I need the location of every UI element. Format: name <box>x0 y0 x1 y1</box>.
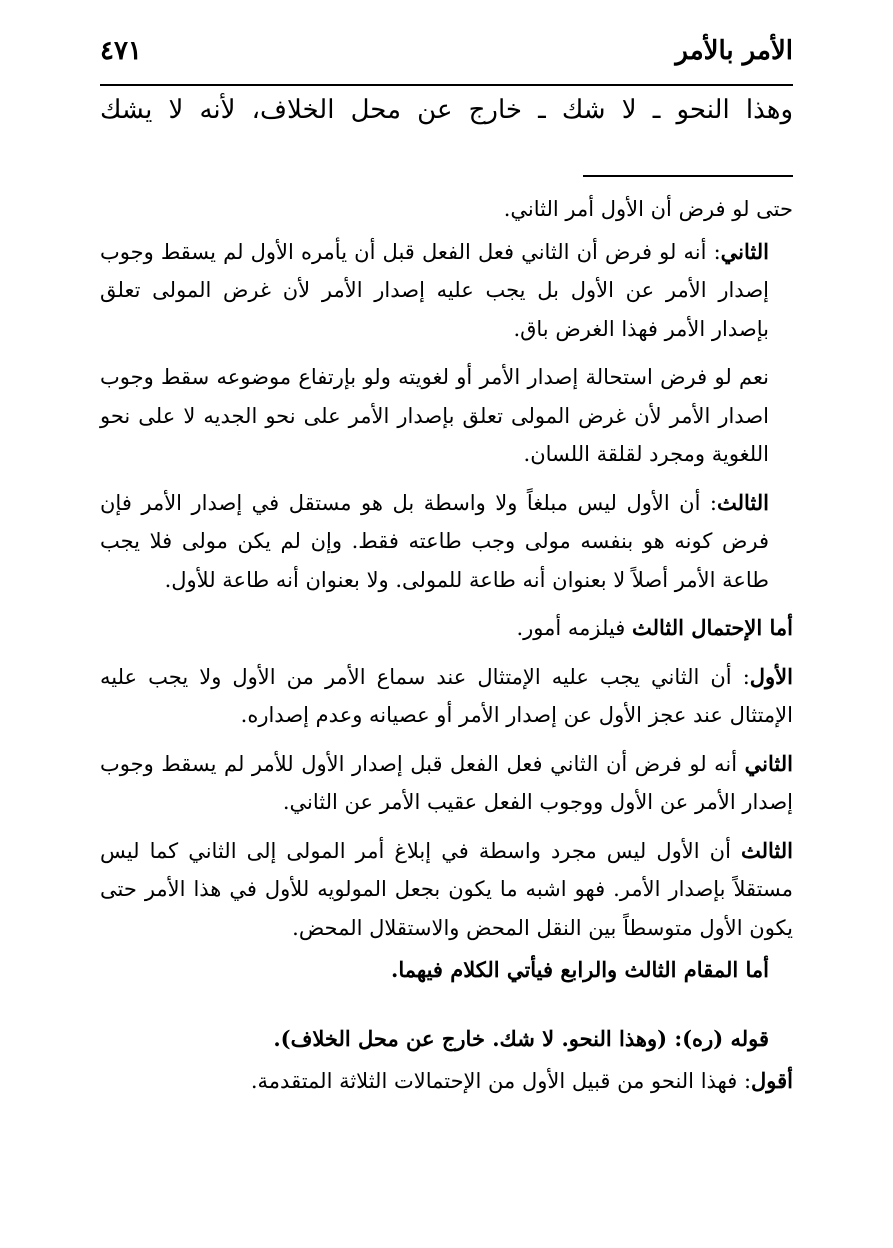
commentary-quote <box>100 1020 793 1059</box>
paragraph-text: : فهذا النحو من قبيل الأول من الإحتمالات الثلاثة المتقدمة. <box>250 1069 752 1093</box>
paragraph-lead: قوله (ره) <box>682 1025 769 1051</box>
footnote-paragraph-5 <box>100 609 793 648</box>
footnote-separator <box>583 175 793 177</box>
footnote-paragraph-4 <box>100 484 793 600</box>
commentary-answer <box>100 1062 793 1101</box>
footnote-paragraph-9: أما المقام الثالث والرابع فيأتي الكلام فيهما. <box>391 957 769 982</box>
paragraph-text: فيلزمه أمور. <box>516 616 632 640</box>
paragraph-lead: الثاني <box>744 750 793 776</box>
paragraph-lead: أقول <box>751 1068 793 1093</box>
footnote-paragraph-6 <box>100 658 793 735</box>
page-number: ٤٧١ <box>100 36 142 66</box>
paragraph-lead: الثالث <box>741 837 793 863</box>
page-header <box>100 30 793 86</box>
paragraph-text: : أن الثاني يجب عليه الإمتثال عند سماع الأمر من الأول ولا يجب عليه الإمتثال عند عجز الأول عن إصدار الأمر أو عصيانه وعدم إصداره. <box>100 664 793 727</box>
paragraph-text: أن الأول ليس مجرد واسطة في إبلاغ أمر المولى إلى الثاني كما ليس مستقلاً بإصدار الأمر. فهو اشبه ما يكون بجعل المولويه للأول في هذا الأمر حتى يكون الأول متوسطاً بين النقل المحض والاستقلال المحض. <box>100 838 793 940</box>
footnotes-section <box>100 190 793 1105</box>
footnote-paragraph-2 <box>100 233 793 349</box>
paragraph-lead: الثاني <box>720 238 769 264</box>
footnote-paragraph-8 <box>100 832 793 948</box>
paragraph-lead: الثالث <box>717 489 769 515</box>
paragraph-text: : أن الأول ليس مبلغاً ولا واسطة بل هو مستقل في إصدار الأمر فإن فرض كونه هو بنفسه مولى وجب طاعته فقط. وإن لم يكن مولى فلا يجب طاعة الأمر أصلاً لا بعنوان أنه طاعة للمولى. ولا بعنوان أنه طاعة للأول. <box>100 490 769 592</box>
footnote-paragraph-7 <box>100 745 793 822</box>
paragraph-lead: الأول <box>749 663 793 689</box>
footnote-paragraph-3: نعم لو فرض استحالة إصدار الأمر أو لغويته ولو بإرتفاع موضوعه سقط وجوب اصدار الأمر لأن غرض المولى تعلق بإصدار الأمر على نحو الجديه لا على نحو اللغوية ومجرد لقلقة اللسان. <box>100 365 769 466</box>
paragraph-text: : أنه لو فرض أن الثاني فعل الفعل قبل أن يأمره الأول لم يسقط وجوب إصدار الأمر عن الأول بل يجب عليه إصدار الأمر لأن غرض المولى تعلق بإصدار الأمر فهذا الغرض باق. <box>100 239 769 341</box>
footnote-paragraph-1: حتى لو فرض أن الأول أمر الثاني. <box>503 197 793 221</box>
paragraph-lead: أما الإحتمال الثالث <box>631 615 793 640</box>
paragraph-text: أنه لو فرض أن الثاني فعل الفعل قبل إصدار الأول للأمر لم يسقط وجوب إصدار الأمر عن الأول ووجوب الفعل عقيب الأمر عن الثاني. <box>100 751 793 814</box>
running-title: الأمر بالأمر <box>675 36 793 66</box>
quoted-text: : (وهذا النحو. لا شك. خارج عن محل الخلاف). <box>273 1025 683 1051</box>
main-text-line: وهذا النحو ـ لا شك ـ خارج عن محل الخلاف، لأنه لا يشك <box>100 95 793 125</box>
